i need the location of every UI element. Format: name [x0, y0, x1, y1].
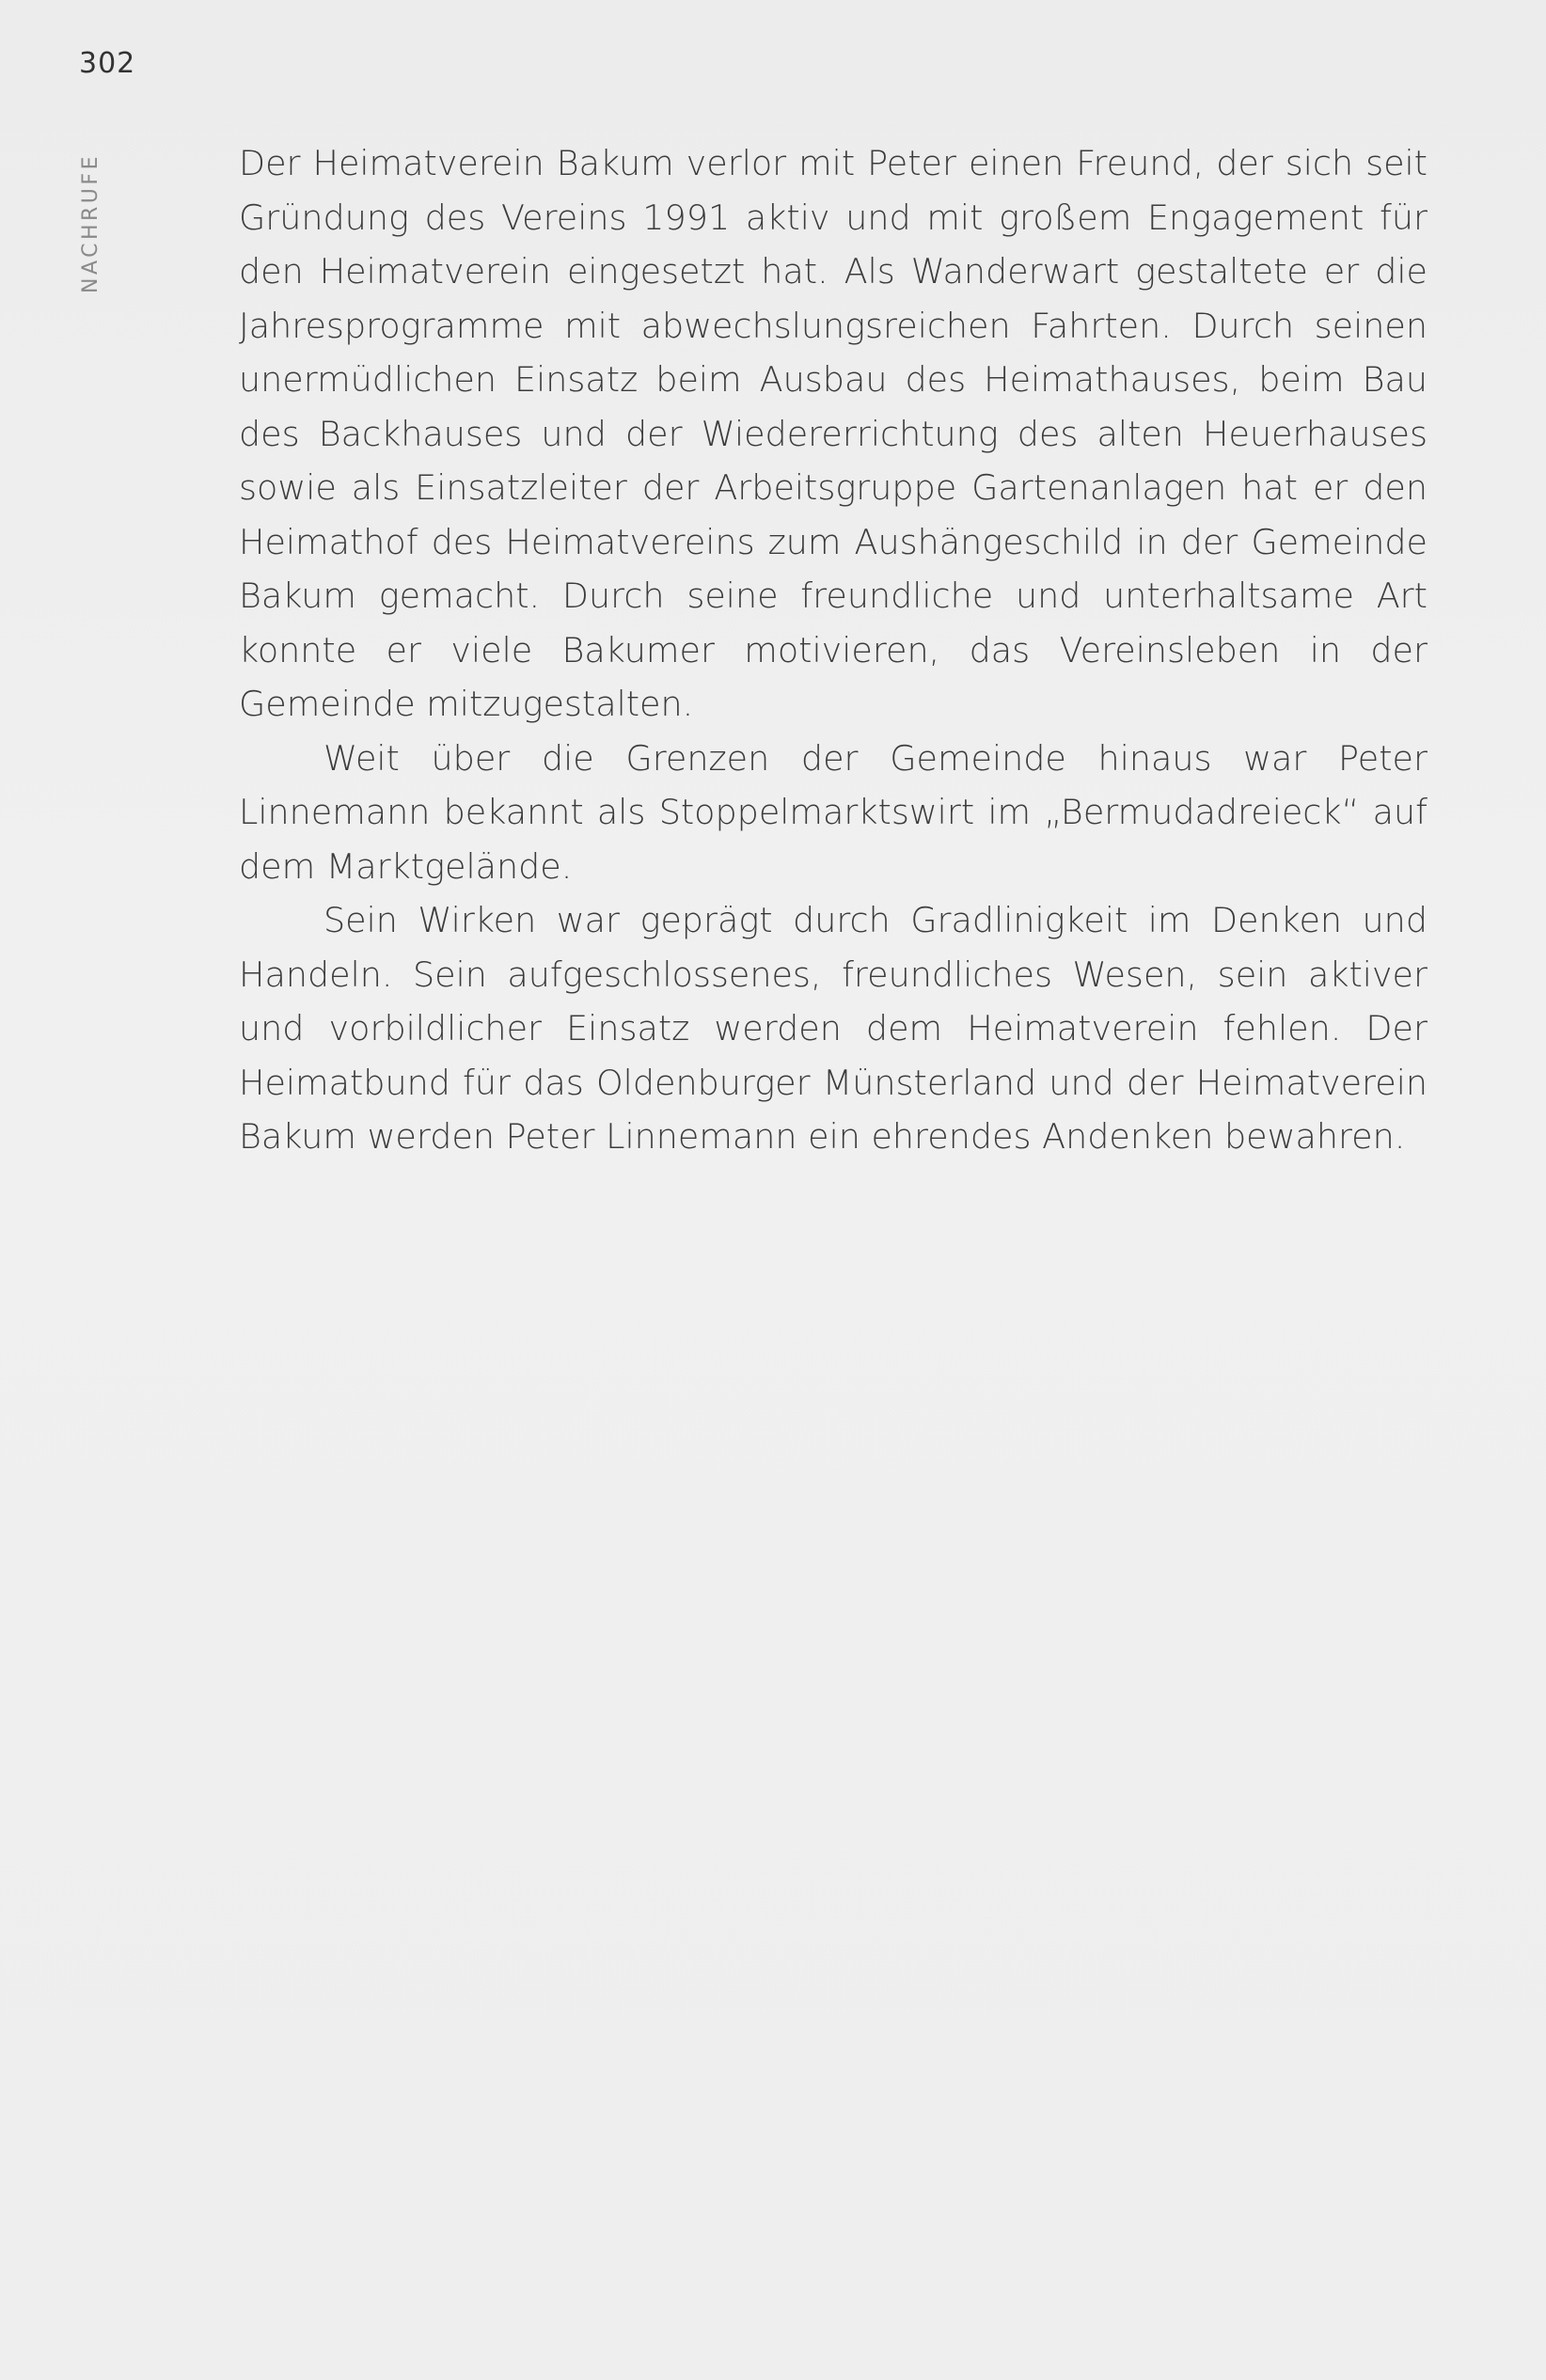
article-body [239, 136, 1428, 1164]
paragraph-2: Weit über die Grenzen der Gemeinde hinaus war Peter Linnemann bekannt als Stoppelmarktswirt im „Bermudadreieck“ auf dem Marktgelände. [239, 737, 1428, 887]
section-label: NACHRUFE [79, 153, 103, 293]
paragraph-3: Sein Wirken war geprägt durch Gradlinigkeit im Denken und Handeln. Sein aufgeschlossenes, freundliches Wesen, sein aktiver und vorbildlicher Einsatz werden dem Heimatverein fehlen. Der Heimatbund für das Oldenburger Münsterland und der Heimatverein Bakum werden Peter Linnemann ein ehrendes Andenken bewahren. [239, 900, 1428, 1157]
paragraph-1: Der Heimatverein Bakum verlor mit Peter einen Freund, der sich seit Gründung des Vereins 1991 aktiv und mit großem Engagement für den Heimatverein eingesetzt hat. Als Wanderwart gestaltete er die Jahresprogramme mit abwechslungsreichen Fahrten. Durch seinen unermüdlichen Einsatz beim Ausbau des Heimathauses, beim Bau des Backhauses und der Wiedererrichtung des alten Heuerhauses sowie als Einsatzleiter der Arbeitsgruppe Gartenanlagen hat er den Heimathof des Heimatvereins zum Aushängeschild in der Gemeinde Bakum gemacht. Durch seine freundliche und unterhaltsame Art konnte er viele Bakumer motivieren, das Vereinsleben in der Gemeinde mitzugestalten. [239, 143, 1428, 724]
page-number: 302 [79, 47, 136, 80]
